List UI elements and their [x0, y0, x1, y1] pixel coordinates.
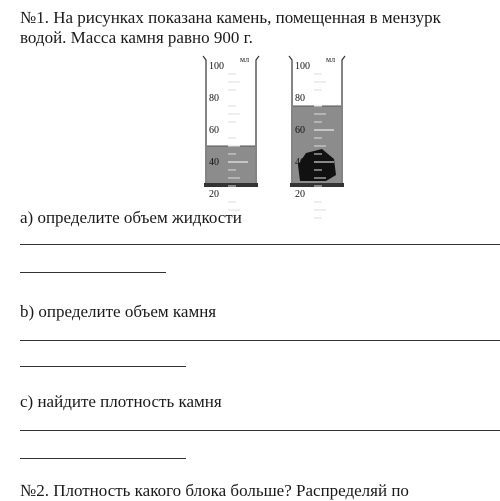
right-cylinder-tick-label-20: 20	[295, 189, 305, 200]
right-cylinder-unit-label: мл	[326, 55, 336, 64]
question-b: b) определите объем камня	[20, 302, 217, 321]
left-cylinder-tick-label-60: 60	[209, 125, 219, 136]
right-cylinder	[289, 55, 345, 218]
right-cylinder-tick-label-100: 100	[295, 61, 310, 72]
answer-line-a2	[20, 272, 166, 273]
left-cylinder-unit-label: мл	[240, 55, 250, 64]
problem2-line1: №2. Плотность какого блока больше? Распределяй по	[20, 481, 409, 500]
answer-line-c2	[20, 458, 186, 459]
question-a: a) определите объем жидкости	[20, 208, 242, 227]
left-cylinder-tick-label-100: 100	[209, 61, 224, 72]
right-cylinder-tick-label-80: 80	[295, 93, 305, 104]
right-cylinder-tick-label-60: 60	[295, 125, 305, 136]
measuring-cylinders-figure	[188, 48, 358, 200]
right-cylinder-tick-label-40: 40	[295, 157, 305, 168]
answer-line-a1	[20, 244, 500, 245]
question-c: c) найдите плотность камня	[20, 392, 222, 411]
left-cylinder	[203, 55, 259, 218]
answer-line-b1	[20, 340, 500, 341]
left-cylinder-tick-label-20: 20	[209, 189, 219, 200]
problem1-line1: №1. На рисунках показана камень, помещенная в мензурк	[20, 8, 441, 27]
answer-line-c1	[20, 430, 500, 431]
left-cylinder-tick-label-40: 40	[209, 157, 219, 168]
left-cylinder-tick-label-80: 80	[209, 93, 219, 104]
problem1-line2: водой. Масса камня равно 900 г.	[20, 28, 253, 47]
answer-line-b2	[20, 366, 186, 367]
